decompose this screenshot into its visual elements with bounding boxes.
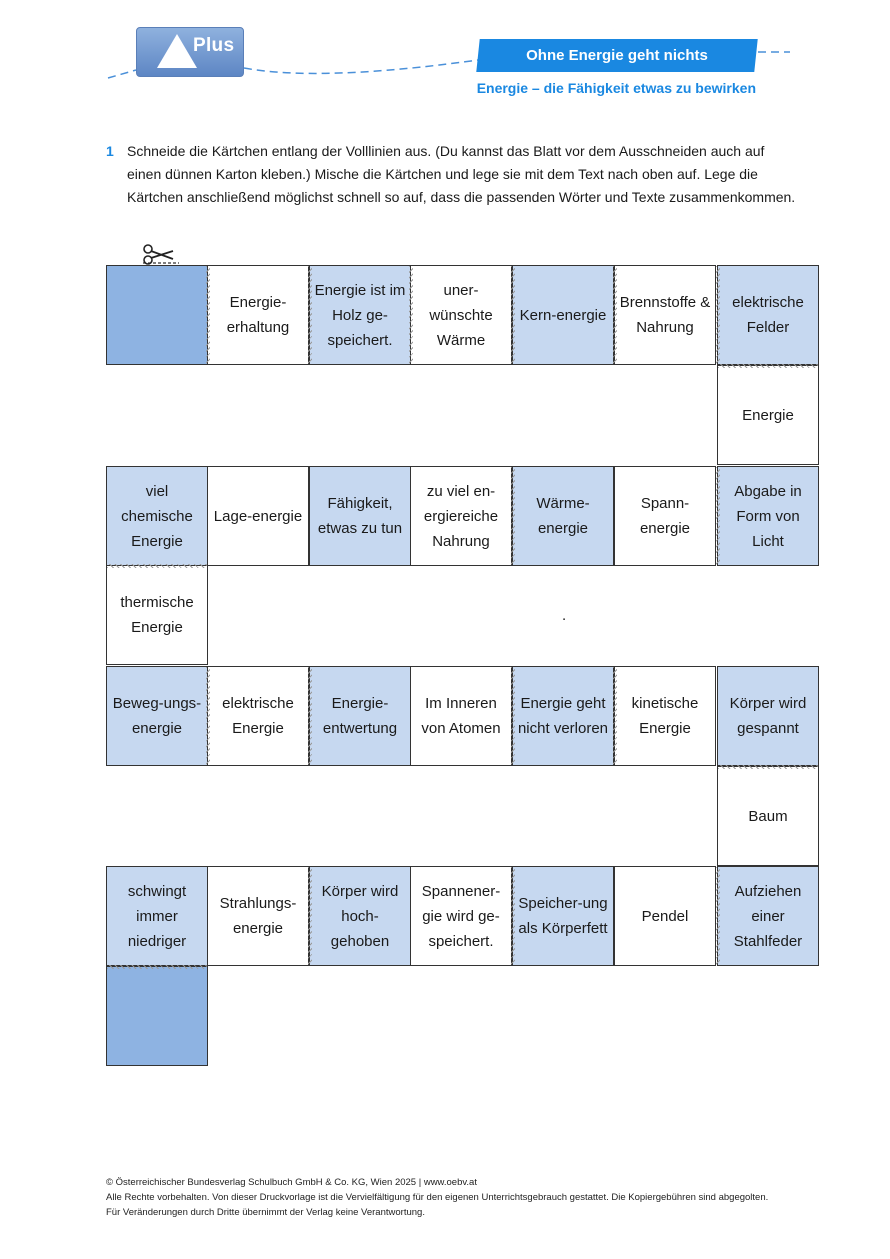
card-label: elektrische Energie xyxy=(222,695,294,737)
card xyxy=(717,466,819,566)
card xyxy=(512,666,614,766)
card xyxy=(207,466,309,566)
card xyxy=(309,666,411,766)
card-label: Energie ist im Holz ge-speichert. xyxy=(314,281,406,349)
card-label: Im Inneren von Atomen xyxy=(421,695,501,737)
card-label: Energie-erhaltung xyxy=(226,294,290,336)
card-label: Lage-energie xyxy=(213,507,303,525)
card-label: Beweg-ungs-energie xyxy=(112,695,202,737)
card xyxy=(207,265,309,365)
card xyxy=(410,265,512,365)
card-label: Brennstoffe & Nahrung xyxy=(619,294,711,336)
card xyxy=(106,966,208,1066)
card-label: Pendel xyxy=(641,907,689,925)
card-label: uner-wünschte Wärme xyxy=(429,281,493,349)
card xyxy=(106,565,208,665)
header-title: Ohne Energie geht nichts xyxy=(526,47,708,64)
card-label: Energie-entwertung xyxy=(322,695,398,737)
card xyxy=(717,666,819,766)
header-banner xyxy=(476,39,757,72)
card xyxy=(512,466,614,566)
card xyxy=(106,666,208,766)
task-instruction xyxy=(106,140,796,209)
footer-rights: Alle Rechte vorbehalten. Von dieser Druckvorlage ist die Vervielfältigung für den eigenen Unterrichtsgebrauch gestattet. Die Kopiergebühren sind abgegolten. xyxy=(106,1192,769,1203)
footer-copyright: © Österreichischer Bundesverlag Schulbuch GmbH & Co. KG, Wien 2025 | www.oebv.at xyxy=(106,1177,477,1188)
card xyxy=(614,866,716,966)
card xyxy=(106,466,208,566)
card xyxy=(410,466,512,566)
footer xyxy=(106,1175,768,1220)
card-label: Aufziehen einer Stahlfeder xyxy=(733,882,803,950)
card xyxy=(106,265,208,365)
card-label: elektrische Felder xyxy=(732,294,804,336)
card-label: Körper wird gespannt xyxy=(729,695,807,737)
triangle-logo-icon xyxy=(157,34,197,68)
publisher-logo xyxy=(136,27,244,77)
card xyxy=(614,466,716,566)
card xyxy=(512,265,614,365)
card-label: zu viel en-ergiereiche Nahrung xyxy=(423,482,499,550)
header-subtitle: Energie – die Fähigkeit etwas zu bewirken xyxy=(476,80,756,96)
card-label: schwingt immer niedriger xyxy=(127,882,187,950)
card-label: Kern-energie xyxy=(519,306,607,324)
card xyxy=(410,866,512,966)
card-label: Speicher-ung als Körperfett xyxy=(518,895,608,937)
card xyxy=(512,866,614,966)
card-label: Energie geht nicht verloren xyxy=(517,695,609,737)
center-mark: . xyxy=(562,607,567,624)
card xyxy=(614,265,716,365)
card xyxy=(614,666,716,766)
footer-disclaimer: Für Veränderungen durch Dritte übernimmt der Verlag keine Verantwortung. xyxy=(106,1207,425,1218)
card xyxy=(309,866,411,966)
card-label: Abgabe in Form von Licht xyxy=(734,482,802,550)
card-label: Strahlungs-energie xyxy=(219,895,297,937)
card xyxy=(717,365,819,465)
card xyxy=(207,866,309,966)
card-label: Spann-energie xyxy=(639,495,691,537)
card-label: thermische Energie xyxy=(120,594,194,636)
card xyxy=(717,265,819,365)
card xyxy=(309,466,411,566)
card xyxy=(309,265,411,365)
card xyxy=(207,666,309,766)
card-label: Spannener-gie wird ge-speichert. xyxy=(421,882,501,950)
card xyxy=(717,866,819,966)
card xyxy=(717,766,819,866)
card-label: kinetische Energie xyxy=(631,695,699,737)
card xyxy=(410,666,512,766)
task-number: 1 xyxy=(106,143,114,159)
card-label: Fähigkeit, etwas zu tun xyxy=(317,495,403,537)
card-label: Wärme-energie xyxy=(536,495,590,537)
logo-text: Plus xyxy=(193,35,235,56)
card-label: Baum xyxy=(748,807,788,825)
task-text: Schneide die Kärtchen entlang der Volllinien aus. (Du kannst das Blatt vor dem Ausschneiden auch auf einen dünnen Karton kleben.) Mische die Kärtchen und lege sie mit dem Text nach oben auf. Lege die Kärtchen anschließend möglichst schnell so auf, dass die passenden Wörter und Texte zusammenkommen. xyxy=(127,143,796,205)
card-label: Körper wird hoch-gehoben xyxy=(321,882,399,950)
card xyxy=(106,866,208,966)
card-label: viel chemische Energie xyxy=(121,482,193,550)
card-label: Energie xyxy=(742,406,794,424)
